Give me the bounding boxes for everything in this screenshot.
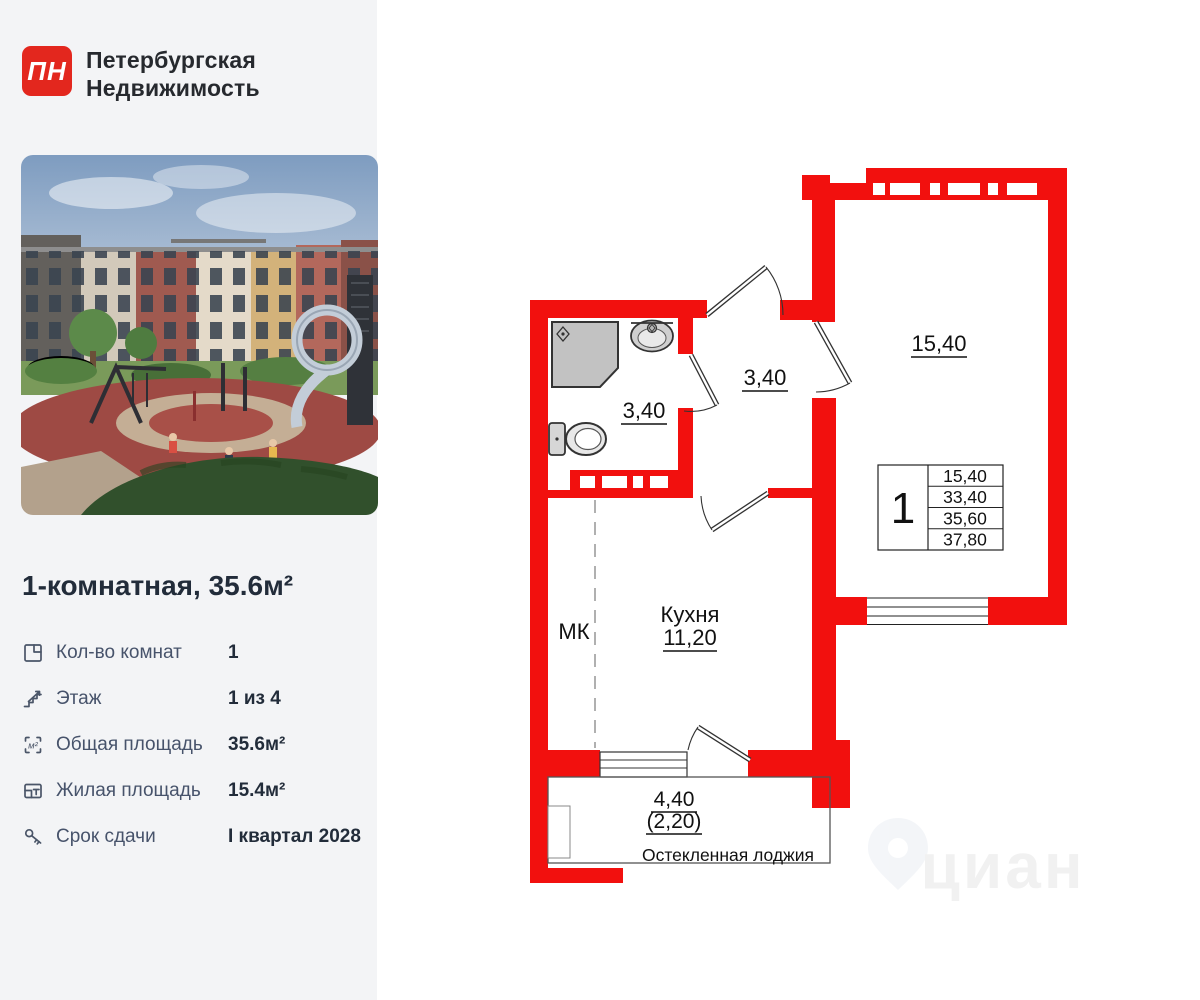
loggia-dim-half-label: (2,20) xyxy=(646,810,702,833)
spec-value: 1 из 4 xyxy=(228,688,281,709)
spec-label: Этаж xyxy=(56,688,102,709)
kitchen-area-label: 11,20 xyxy=(663,625,717,650)
room-area-label: 15,40 xyxy=(911,331,967,356)
spec-value: 1 xyxy=(228,642,239,663)
pin-icon xyxy=(868,818,928,890)
hall-area-label: 3,40 xyxy=(743,365,787,390)
kitchen-name-label: Кухня xyxy=(660,602,720,627)
page-title: 1-комнатная, 35.6м² xyxy=(22,570,294,601)
loggia-name-label: Остекленная лоджия xyxy=(641,845,815,865)
spec-label: Кол-во комнат xyxy=(56,642,182,663)
entrance-door xyxy=(707,267,783,315)
shower-icon xyxy=(552,322,618,387)
room-door xyxy=(816,322,850,392)
spec-value: I квартал 2028 xyxy=(228,826,361,847)
table-rooms-count: 1 xyxy=(890,484,916,533)
top-wall-window-cutouts xyxy=(873,183,1037,195)
loggia-dim-label: 4,40 xyxy=(653,788,695,811)
brand-name-line1: Петербургская xyxy=(86,47,256,73)
room-window xyxy=(867,598,988,625)
table-value: 35,60 xyxy=(943,508,987,529)
watermark xyxy=(868,818,1085,902)
kitchen-window xyxy=(600,752,687,777)
kitchen-door xyxy=(701,493,768,530)
bathroom-area-label: 3,40 xyxy=(622,398,666,423)
table-value: 37,80 xyxy=(943,529,987,550)
loggia-door xyxy=(688,727,750,760)
loggia-cabinet xyxy=(548,806,570,858)
spec-label: Общая площадь xyxy=(56,734,203,755)
toilet-icon xyxy=(549,423,606,455)
spec-value: 35.6м² xyxy=(228,734,286,755)
spec-value: 15.4м² xyxy=(228,780,286,801)
closet-label: МК xyxy=(558,619,590,644)
bathroom-door xyxy=(684,355,717,411)
svg-text:м²: м² xyxy=(28,740,38,752)
watermark-text: циан xyxy=(920,830,1086,902)
vent-cutouts xyxy=(580,476,668,488)
area-table xyxy=(878,465,1003,550)
spec-label: Срок сдачи xyxy=(56,826,156,847)
sink-icon xyxy=(631,321,673,352)
table-value: 15,40 xyxy=(943,466,987,486)
table-value: 33,40 xyxy=(943,487,987,507)
spec-label: Жилая площадь xyxy=(56,780,201,801)
brand-logo-text: ПН xyxy=(27,55,67,86)
brand-name-line2: Недвижимость xyxy=(86,75,260,101)
